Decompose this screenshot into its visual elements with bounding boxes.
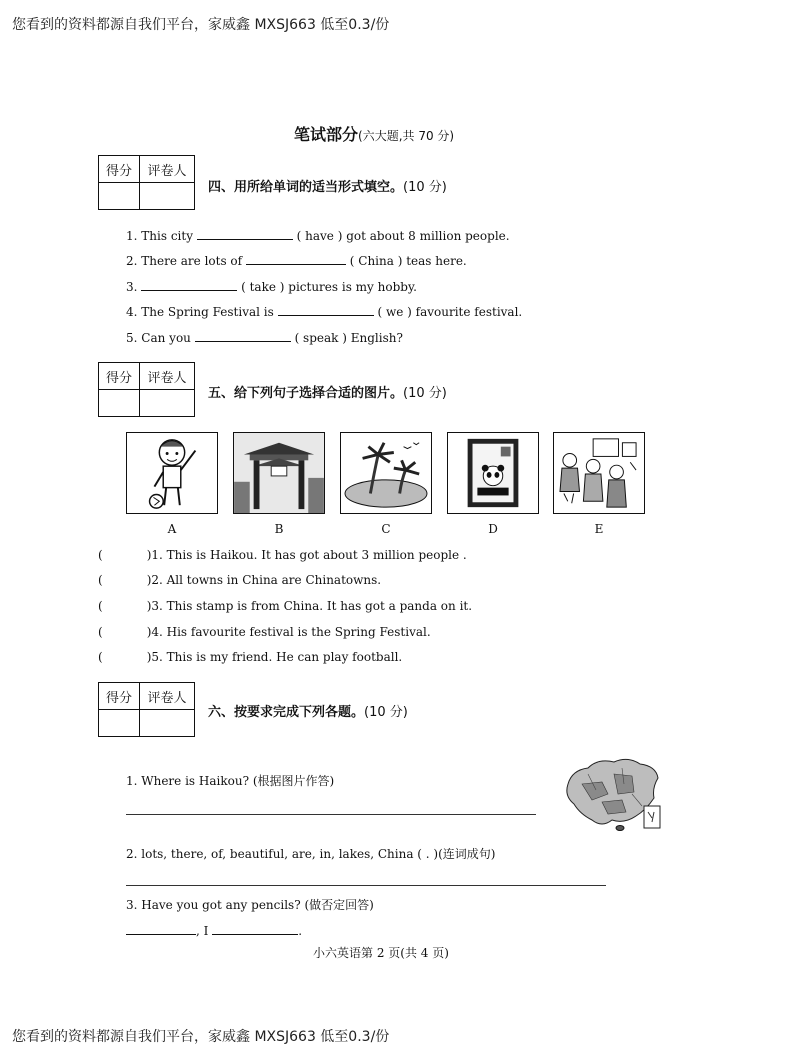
s4-question-2 [126,252,467,270]
picture-label-d: D [488,522,498,536]
grader-label: 评卷人 [140,683,195,710]
grader-cell[interactable] [140,710,195,737]
question-text: There are lots of [141,254,243,268]
s6-answer-line-1[interactable] [126,813,536,815]
question-text: ( we ) favourite festival. [377,305,523,319]
item-text: )1. This is Haikou. It has got about 3 million people . [146,548,467,562]
item-text: )2. All towns in China are Chinatowns. [146,573,382,587]
item-text: )5. This is my friend. He can play football. [146,650,403,664]
s6-question-1: 1. Where is Haikou? (根据图片作答) [126,774,335,788]
section-6-heading [208,701,408,720]
panda-stamp-icon [447,432,539,514]
question-text: Can you [141,331,191,345]
title-sub: (六大题,共 70 分) [358,129,455,143]
section-4-heading-text: 四、用所给单词的适当形式填空。 [208,180,404,195]
page-footer: 小六英语第 2 页(共 4 页) [313,946,449,960]
answer-blank[interactable] [212,922,298,935]
open-paren: ( [98,625,103,639]
top-banner: 您看到的资料都源自我们平台，家威鑫 MXSJ663 低至0.3/份 [12,17,390,33]
s4-question-3 [126,278,417,296]
s6-answer-3 [126,922,302,940]
picture-label-b: B [274,522,284,536]
spring-festival-people-icon [553,432,645,514]
s5-item-5 [98,648,402,666]
section-4-points: (10 分) [403,180,447,195]
s4-question-4 [126,303,522,321]
item-text: )4. His favourite festival is the Spring Festival. [146,625,431,639]
question-text: ( China ) teas here. [349,254,467,268]
score-cell[interactable] [99,710,140,737]
answer-text: . [298,924,303,938]
question-text: The Spring Festival is [141,305,274,319]
open-paren: ( [98,650,103,664]
score-box-section-6 [98,682,195,737]
open-paren: ( [98,573,103,587]
question-text: ( speak ) English? [294,331,403,345]
s5-item-1 [98,546,467,564]
score-label: 得分 [99,156,140,183]
section-5-heading-text: 五、给下列句子选择合适的图片。 [208,386,404,401]
picture-label-a: A [167,522,177,536]
open-paren: ( [98,599,103,613]
section-6-points: (10 分) [364,705,408,720]
picture-label-e: E [594,522,604,536]
s4-question-1 [126,227,510,245]
question-text: This city [141,229,193,243]
answer-text: , I [196,924,209,938]
open-paren: ( [98,548,103,562]
boy-with-football-icon [126,432,218,514]
bottom-banner: 您看到的资料都源自我们平台，家威鑫 MXSJ663 低至0.3/份 [12,1029,390,1045]
china-map-icon [562,754,666,834]
grader-cell[interactable] [140,183,195,210]
grader-cell[interactable] [140,390,195,417]
title-main: 笔试部分 [294,125,359,144]
item-text: )3. This stamp is from China. It has got a panda on it. [146,599,473,613]
score-label: 得分 [99,363,140,390]
s5-item-4 [98,623,431,641]
question-number: 1. [126,229,138,243]
section-4-heading [208,176,447,195]
score-box-section-5 [98,362,195,417]
palm-trees-island-icon [340,432,432,514]
s5-item-2 [98,571,381,589]
s4-question-5 [126,329,403,347]
score-cell[interactable] [99,390,140,417]
answer-blank[interactable] [197,227,293,240]
answer-blank[interactable] [141,278,237,291]
s6-answer-line-2[interactable] [126,884,606,886]
question-number: 4. [126,305,138,319]
answer-blank[interactable] [126,922,196,935]
question-text: ( have ) got about 8 million people. [296,229,510,243]
section-6-heading-text: 六、按要求完成下列各题。 [208,705,365,720]
question-text: ( take ) pictures is my hobby. [241,280,417,294]
s6-question-3: 3. Have you got any pencils? (做否定回答) [126,898,374,912]
picture-label-c: C [381,522,391,536]
page-title [294,122,454,145]
section-5-heading [208,382,447,401]
question-number: 5. [126,331,138,345]
section-5-points: (10 分) [403,386,447,401]
answer-blank[interactable] [195,329,291,342]
score-label: 得分 [99,683,140,710]
answer-blank[interactable] [246,252,346,265]
grader-label: 评卷人 [140,363,195,390]
question-number: 2. [126,254,138,268]
chinatown-gate-icon [233,432,325,514]
score-cell[interactable] [99,183,140,210]
question-number: 3. [126,280,138,294]
answer-blank[interactable] [278,303,374,316]
score-box-section-4 [98,155,195,210]
grader-label: 评卷人 [140,156,195,183]
s5-item-3 [98,597,472,615]
s6-question-2: 2. lots, there, of, beautiful, are, in, lakes, China ( . )(连词成句) [126,847,496,861]
